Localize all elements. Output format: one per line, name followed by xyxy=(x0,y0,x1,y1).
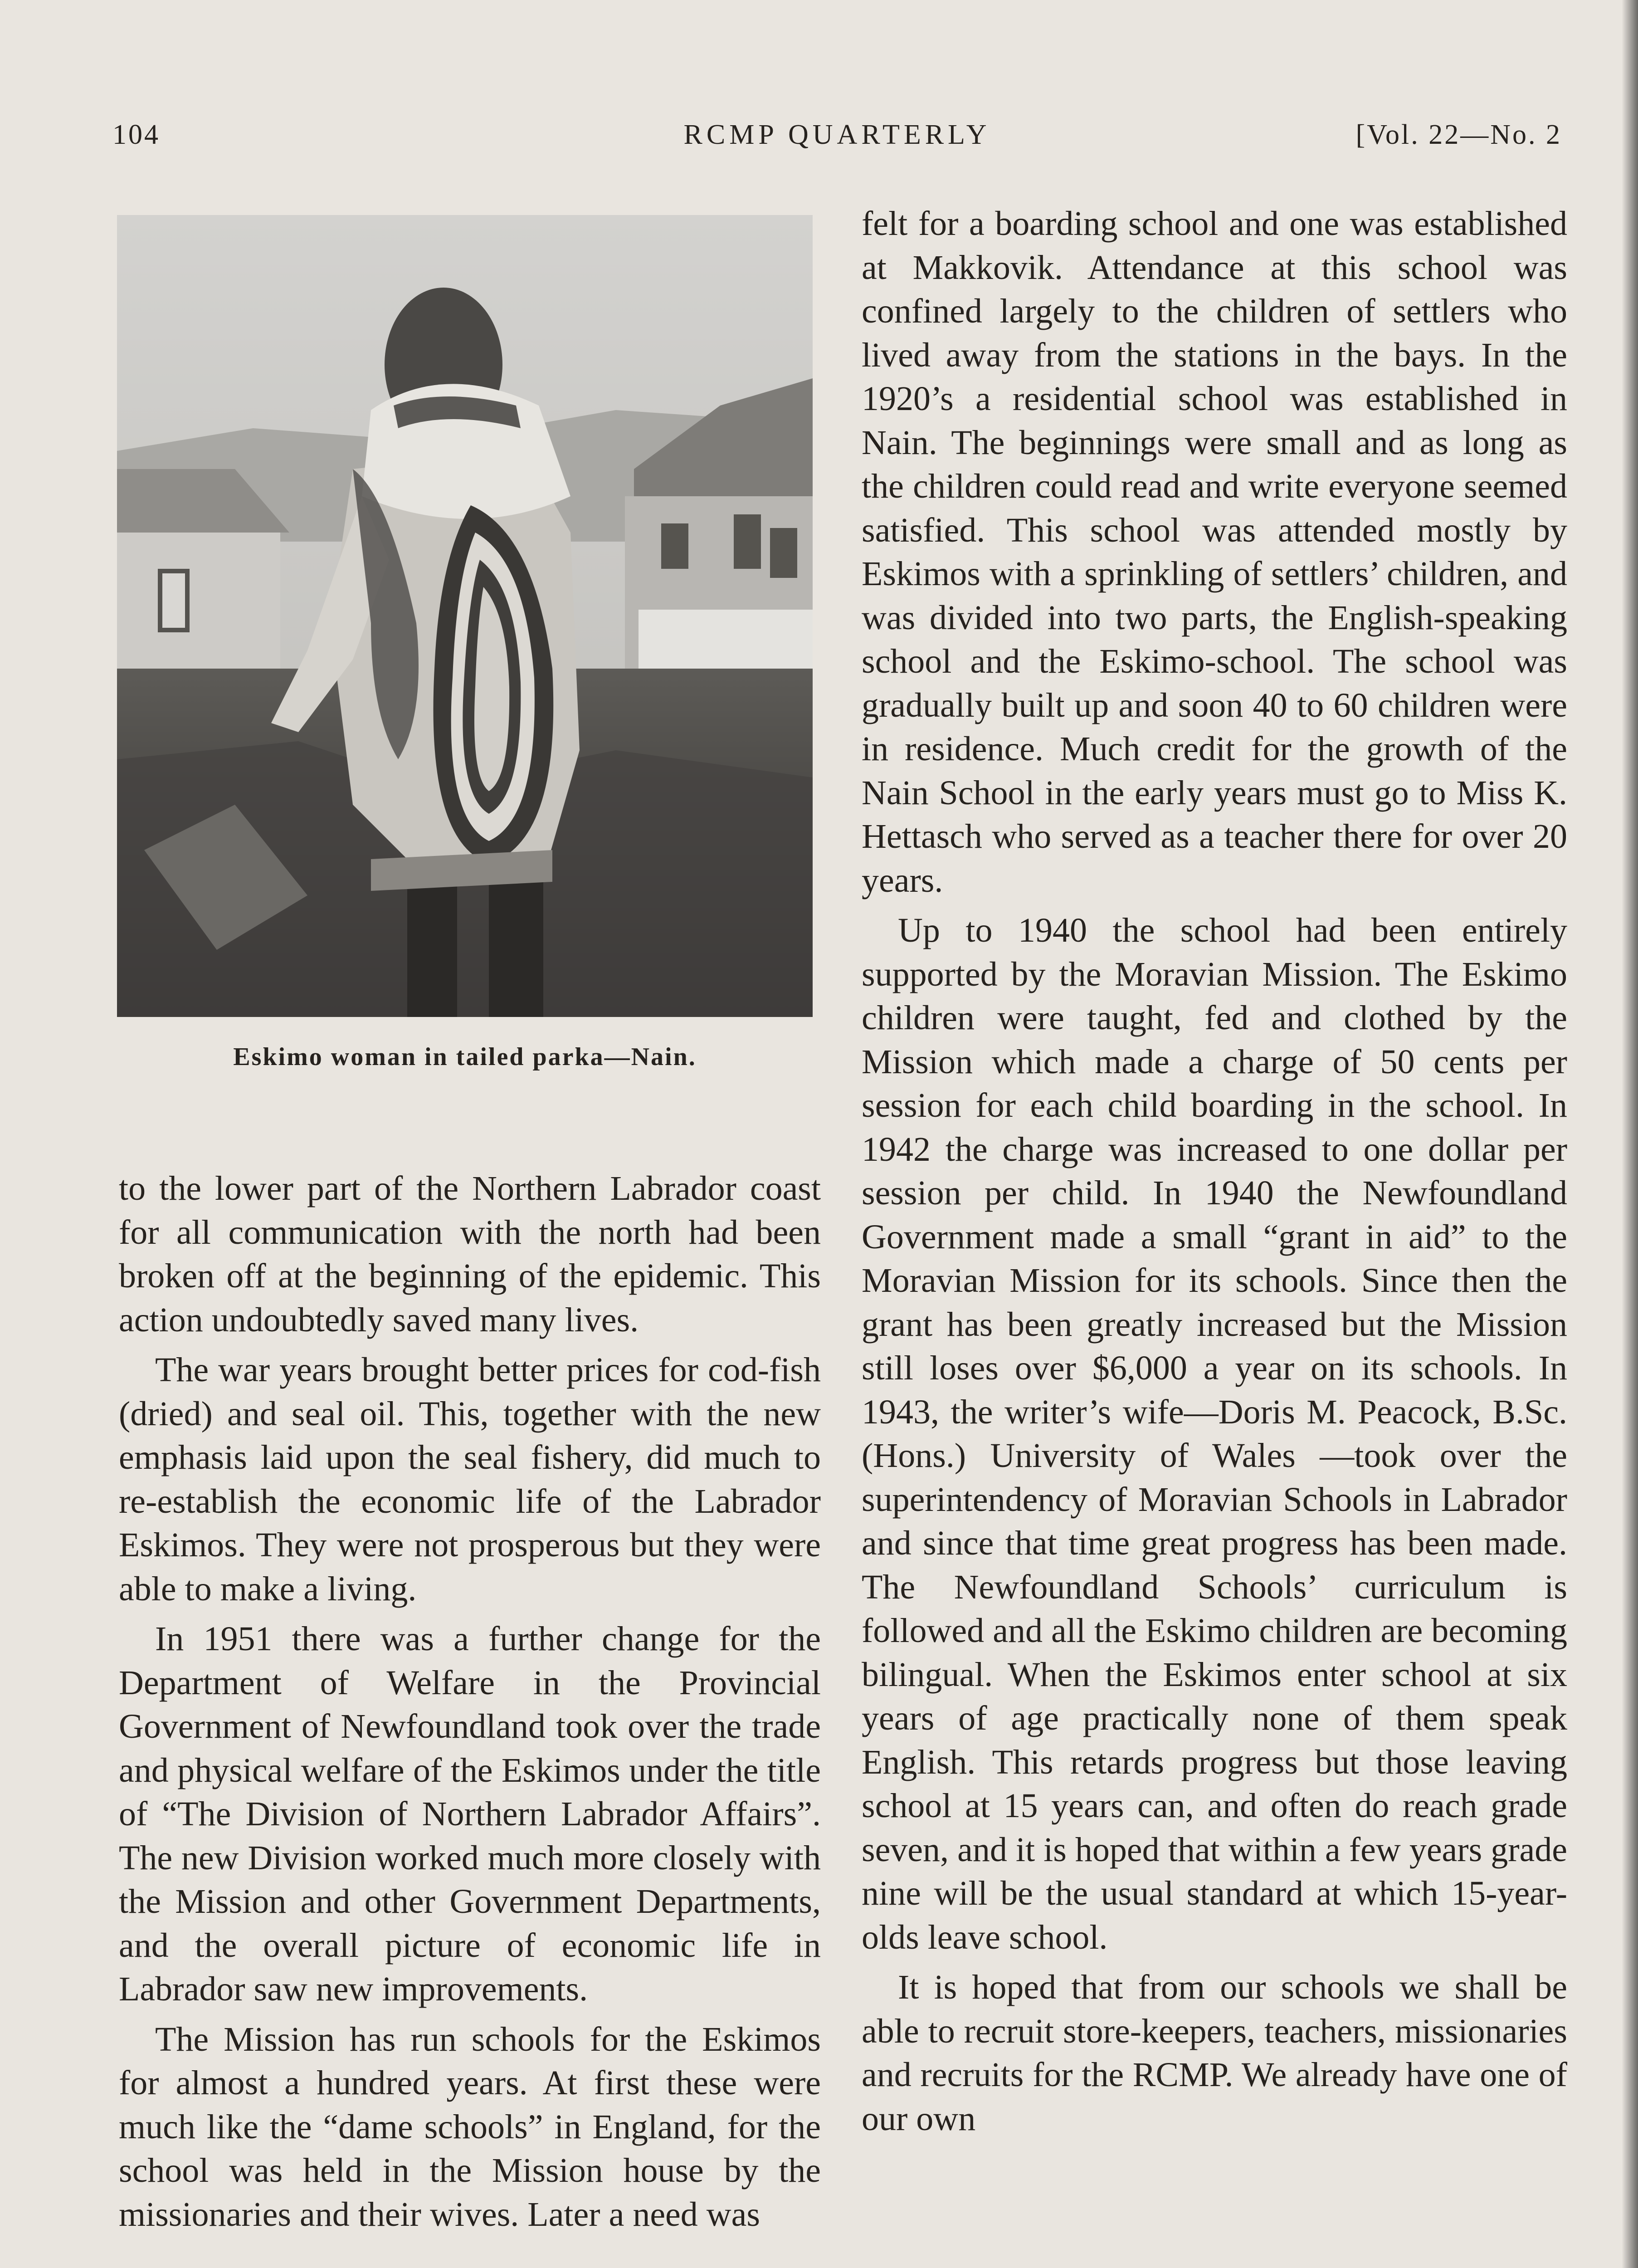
page-edge-shadow xyxy=(1622,0,1638,2268)
paragraph: to the lower part of the Northern Labrador coast for all communication with the north had been broken off at the beginning of the epidemic. This action undoubtedly saved many lives. xyxy=(119,1169,821,1339)
right-column xyxy=(862,202,1567,2141)
paragraph: In 1951 there was a further change for the Department of Welfare in the Provincial Government of Newfoundland took over the trade and physical welfare of the Eskimos under the title of “The Division of Northern Labrador Affairs”. The new Division worked much more closely with the Mission and other Government Departments, and the overall picture of economic life in Labrador saw new improvements. xyxy=(119,1620,821,2008)
paragraph: It is hoped that from our schools we shall be able to recruit store-keepers, teachers, missionaries and recruits for the RCMP. We already have one of our own xyxy=(862,1968,1567,2138)
paragraph: felt for a boarding school and one was established at Makkovik. Attendance at this school was confined largely to the children of settlers who lived away from the stations in the bays. In the 1920’s a residential school was established in Nain. The beginnings were small and as long as the children could read and write everyone seemed satisfied. This school was attended mostly by Eskimos with a sprinkling of settlers’ children, and was divided into two parts, the English-speaking school and the Eskimo-school. The school was gradually built up and soon 40 to 60 children were in residence. Much credit for the growth of the Nain School in the early years must go to Miss K. Hettasch who served as a teacher there for over 20 years. xyxy=(862,205,1567,899)
volume-issue: [Vol. 22—No. 2 xyxy=(1355,119,1562,150)
photo-eskimo-woman xyxy=(117,215,813,1017)
running-title: RCMP QUARTERLY xyxy=(683,119,991,150)
left-column xyxy=(119,1167,821,2236)
paragraph: The Mission has run schools for the Eskimos for almost a hundred years. At first these were much like the “dame schools” in England, for the school was held in the Mission house by the missionaries and their wives. Later a need was xyxy=(119,2020,821,2234)
page-header xyxy=(112,119,1562,155)
page-number: 104 xyxy=(112,119,160,150)
paragraph: The war years brought better prices for cod-fish (dried) and seal oil. This, together with the new emphasis laid upon the seal fishery, did much to re-establish the economic life of the Labrador Eskimos. They were not prosperous but they were able to make a living. xyxy=(119,1351,821,1608)
photo-illustration xyxy=(117,215,813,1017)
paragraph: Up to 1940 the school had been entirely supported by the Moravian Mission. The Eskimo children were taught, fed and clothed by the Mission which made a charge of 50 cents per session for each child boarding in the school. In 1942 the charge was increased to one dollar per session per child. In 1940 the Newfoundland Government made a small “grant in aid” to the Moravian Mission for its schools. Since then the grant has been greatly increased but the Mission still loses over $6,000 a year on its schools. In 1943, the writer’s wife—Doris M. Peacock, B.Sc. (Hons.) University of Wales —took over the superintendency of Moravian Schools in Labrador and since that time great progress has been made. The Newfoundland Schools’ curriculum is followed and all the Eskimo children are becoming bilingual. When the Eskimos enter school at six years of age practically none of them speak English. This retards progress but those leaving school at 15 years can, and often do reach grade seven, and it is hoped that within a few years grade nine will be the usual standard at which 15-year-olds leave school. xyxy=(862,911,1567,1956)
figure-caption: Eskimo woman in tailed parka—Nain. xyxy=(233,1043,697,1071)
